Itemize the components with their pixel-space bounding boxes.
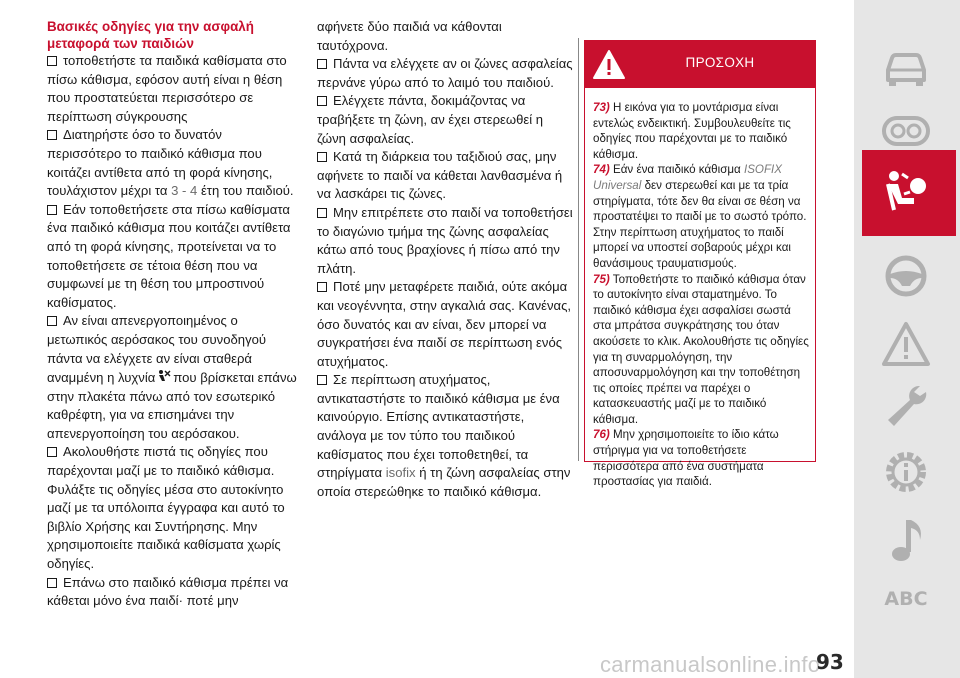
checkbox-bullet-icon (317, 152, 327, 162)
note-item: 75) Τοποθετήστε το παιδικό κάθισμα όταν το αυτοκίνητο είναι σταματημένο. Το παιδικό κάθισμα έχει ασφαλίσει σωστά στα μπράτσα συγκράτησης του όταν ακούσετε το κλικ. Ακολουθήστε τις οδηγίες για τη συναρμολόγηση, την αποσυναρμολόγηση και την τοποθέτηση τις οποίες πρέπει να παρέχει ο κατασκευαστής μαζί με το παιδικό κάθισμα. (593, 272, 809, 426)
checkbox-bullet-icon (317, 208, 327, 218)
dashboard-icon[interactable] (880, 108, 932, 156)
checkbox-bullet-icon (47, 316, 57, 326)
warning-triangle-icon[interactable] (880, 320, 932, 368)
paragraph: Κατά τη διάρκεια του ταξιδιού σας, μην αφήνετε το παιδί να κάθεται λανθασμένα ή να λασκάρει τις ζώνες. (317, 149, 563, 202)
paragraph: αφήνετε δύο παιδιά να κάθονται ταυτόχρονα. (317, 19, 502, 53)
warning-notes (593, 100, 811, 490)
paragraph: Μην επιτρέπετε στο παιδί να τοποθετήσει το διαγώνιο τμήμα της ζώνης ασφαλείας κάτω από τους βραχίονες ή πίσω από την πλάτη. (317, 204, 573, 276)
section-heading: Βασικές οδηγίες για την ασφαλή μεταφορά των παιδιών (47, 19, 254, 51)
paragraph: Επάνω στο παιδικό κάθισμα πρέπει να κάθεται μόνο ένα παιδί· ποτέ μην (47, 574, 289, 609)
wrench-icon[interactable] (880, 380, 932, 428)
airbag-off-lamp-icon (157, 368, 171, 387)
paragraph: Πάντα να ελέγχετε αν οι ζώνες ασφαλείας περνάνε γύρω από το λαιμό του παιδιού. (317, 56, 573, 90)
column-divider (578, 38, 579, 461)
car-icon[interactable] (880, 44, 932, 92)
paragraph: Ελέγχετε πάντα, δοκιμάζοντας να τραβήξετε τη ζώνη, αν έχει στερεωθεί η ζώνη ασφαλείας. (317, 93, 544, 146)
steering-wheel-icon[interactable] (880, 252, 932, 300)
paragraph: τοποθετήστε τα παιδικά καθίσματα στο πίσω κάθισμα, εφόσον αυτή είναι η θέση που προστατεύεται περισσότερο σε περίπτωση σύγκρουσης (47, 53, 287, 124)
checkbox-bullet-icon (317, 96, 327, 106)
checkbox-bullet-icon (317, 59, 327, 69)
checkbox-bullet-icon (47, 130, 57, 140)
abc-index-label[interactable]: ABC (884, 588, 928, 610)
seat-airbag-icon[interactable] (880, 168, 932, 216)
left-column (47, 18, 299, 611)
info-gear-icon[interactable] (880, 448, 932, 496)
page-number: 93 (816, 650, 844, 674)
checkbox-bullet-icon (47, 56, 57, 66)
paragraph: Σε περίπτωση ατυχήματος, αντικαταστήστε το παιδικό κάθισμα με ένα καινούργιο. Επίσης αντικαταστήστε, ανάλογα με τον τύπο του παιδικού καθίσματος που έχει τοποθετηθεί, τα στηρίγματα isofix ή τη ζώνη ασφαλείας στην οποία στερεώθηκε το παιδικό κάθισμα. (317, 372, 571, 499)
checkbox-bullet-icon (47, 578, 57, 588)
checkbox-bullet-icon (47, 205, 57, 215)
note-item: 74) Εάν ένα παιδικό κάθισμα ISOFIX Universal δεν στερεωθεί και με τα τρία στηρίγματα, τότε δεν θα είναι σε θέση να προστατέψει το παιδί με το σωστό τρόπο. Στην περίπτωση ατυχήματος το παιδί μπορεί να υποστεί σοβαρούς μέχρι και θανάσιμους τραυματισμούς. (593, 163, 807, 270)
checkbox-bullet-icon (317, 375, 327, 385)
checkbox-bullet-icon (317, 282, 327, 292)
warning-triangle-icon (592, 48, 626, 82)
checkbox-bullet-icon (47, 447, 57, 457)
paragraph: Αν είναι απενεργοποιημένος ο μετωπικός αερόσακος του συνοδηγού πάντα να ελέγχετε αν είναι σταθερά αναμμένη η λυχνία που βρίσκεται επάνω στην πλακέτα πάνω από τον εσωτερικό καθρέφτη, για να επισημάνει την απενεργοποίηση του αερόσακου. (47, 313, 297, 441)
age-highlight: 3 - 4 (171, 183, 198, 199)
middle-column (317, 18, 575, 501)
paragraph: Ακολουθήστε πιστά τις οδηγίες που παρέχονται μαζί με το παιδικό κάθισμα. Φυλάξτε τις οδηγίες μέσα στο αυτοκίνητο μαζί με τα υπόλοιπα έγγραφα και αυτό το βιβλίο Χρήσης και Συντήρησης. Μην χρησιμοποιείτε παιδικά καθίσματα χωρίς οδηγίες. (47, 444, 285, 572)
isofix-highlight: isofix (385, 465, 416, 481)
paragraph: Διατηρήστε όσο το δυνατόν περισσότερο το παιδικό κάθισμα που κοιτάζει αντίθετα από τη φορά κίνησης, τουλάχιστον μέχρι τα 3 - 4 έτη του παιδιού. (47, 127, 294, 199)
note-item: 76) Μην χρησιμοποιείτε το ίδιο κάτω στήριγμα για να τοποθετήσετε περισσότερα από ένα συστήματα προστασίας για παιδιά. (593, 428, 779, 489)
paragraph: Εάν τοποθετήσετε στα πίσω καθίσματα ένα παιδικό κάθισμα που κοιτάζει αντίθετα από τη φορά κίνησης, προτείνεται να το τοποθετήσετε σε τέτοια θέση που να συμφωνεί με τη θέση του μπροστινού καθίσματος. (47, 201, 291, 310)
warning-title: ΠΡΟΣΟΧΗ (685, 55, 755, 70)
music-note-icon[interactable] (880, 516, 932, 564)
paragraph: Ποτέ μην μεταφέρετε παιδιά, ούτε ακόμα και νεογέννητα, στην αγκαλιά σας. Κανένας, όσο δυνατός και αν είναι, δεν μπορεί να συγκρατήσει ένα παιδί σε περίπτωση ενός ατυχήματος. (317, 279, 572, 369)
watermark: carmanualsonline.info (600, 652, 821, 677)
note-item: 73) Η εικόνα για το μοντάρισμα είναι εντελώς ενδεικτική. Συμβουλευθείτε τις οδηγίες που παρέχονται με το παιδικό κάθισμα. (593, 101, 791, 161)
